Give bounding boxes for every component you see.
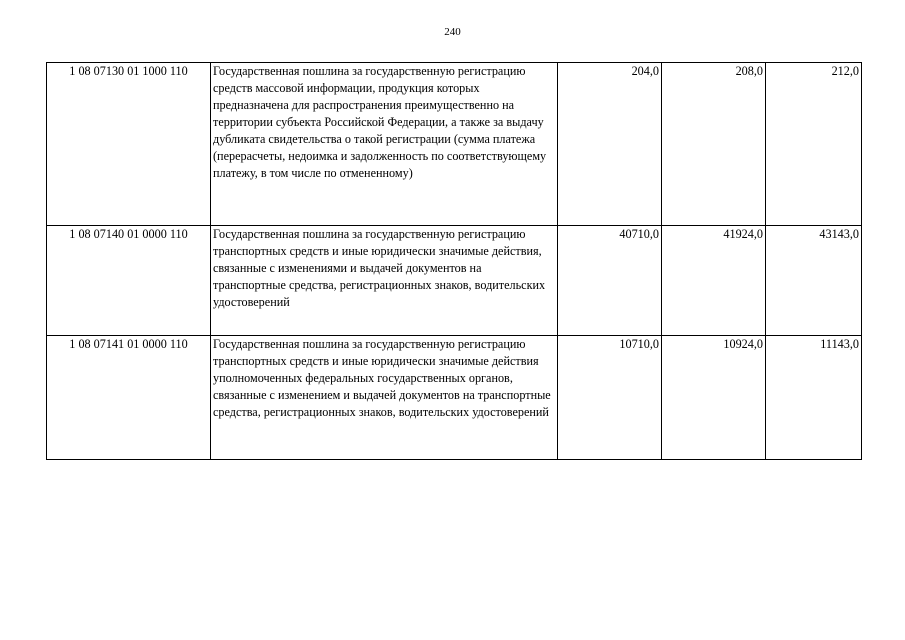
value-cell-year-1: 40710,0 [558,226,662,336]
table-row [47,63,862,226]
budget-revenue-table [46,62,862,460]
table-row [47,226,862,336]
revenue-description-cell: Государственная пошлина за государственную регистрацию средств массовой информации, продукция которых предназначена для распространения преимущественно на территории субъекта Российской Федерации, а также за выдачу дубликата свидетельства о такой регистрации (сумма платежа (перерасчеты, недоимка и задолженность по соответствующему платежу, в том числе по отмененному) [211,63,558,226]
value-cell-year-3: 212,0 [766,63,862,226]
page-number: 240 [444,26,461,38]
value-cell-year-2: 41924,0 [662,226,766,336]
value-cell-year-2: 10924,0 [662,336,766,460]
value-cell-year-2: 208,0 [662,63,766,226]
table-row [47,336,862,460]
value-cell-year-3: 11143,0 [766,336,862,460]
value-cell-year-1: 10710,0 [558,336,662,460]
revenue-code-cell: 1 08 07130 01 1000 110 [47,63,211,226]
revenue-code-cell: 1 08 07141 01 0000 110 [47,336,211,460]
revenue-description-cell: Государственная пошлина за государственную регистрацию транспортных средств и иные юридически значимые действия уполномоченных федеральных государственных органов, связанные с изменением и выдачей документов на транспортные средства, регистрационных знаков, водительских удостоверений [211,336,558,460]
revenue-code-cell: 1 08 07140 01 0000 110 [47,226,211,336]
value-cell-year-3: 43143,0 [766,226,862,336]
value-cell-year-1: 204,0 [558,63,662,226]
revenue-description-cell: Государственная пошлина за государственную регистрацию транспортных средств и иные юридически значимые действия, связанные с изменениями и выдачей документов на транспортные средства, регистрационных знаков, водительских удостоверений [211,226,558,336]
